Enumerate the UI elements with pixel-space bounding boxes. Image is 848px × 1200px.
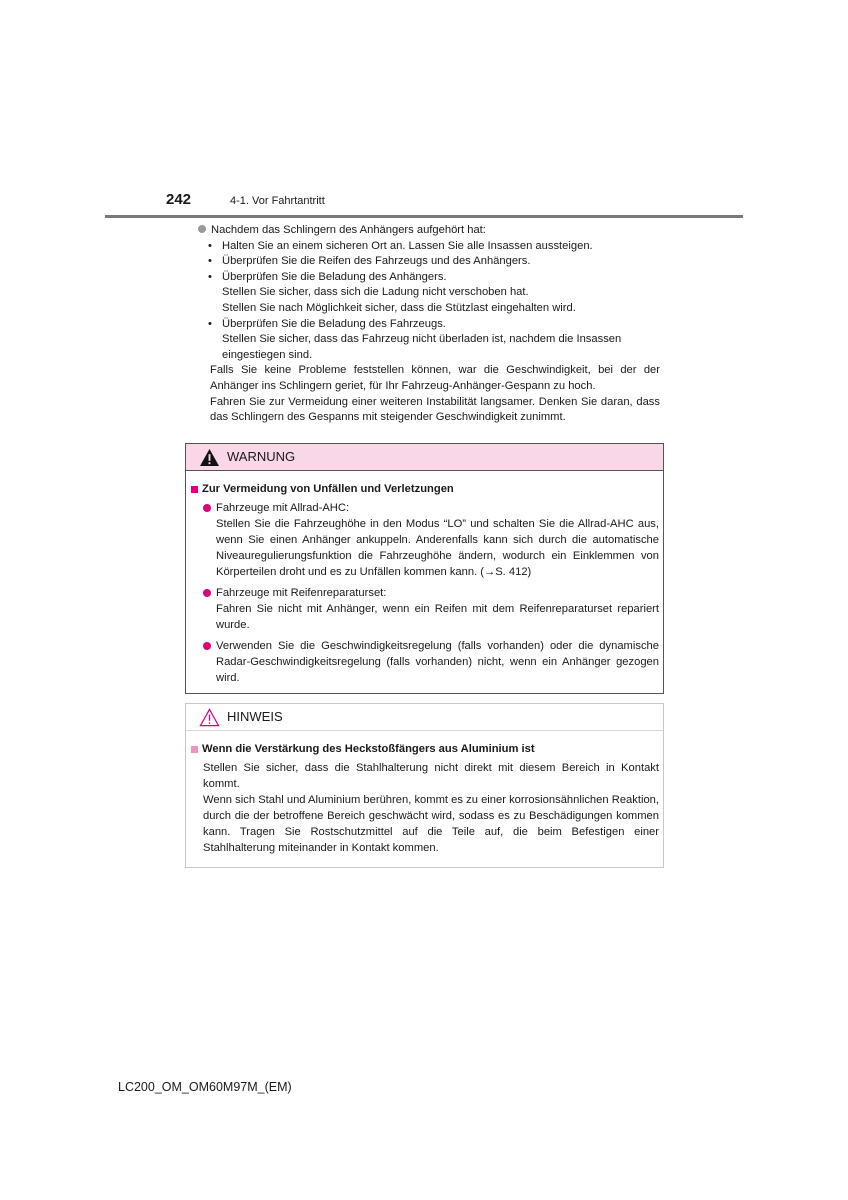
check-list bbox=[198, 239, 660, 364]
list-item-text: Halten Sie an einem sicheren Ort an. Lassen Sie alle Insassen aussteigen. bbox=[222, 239, 593, 252]
list-item bbox=[208, 270, 660, 317]
warning-header bbox=[186, 444, 663, 471]
bullet-dot-icon: • bbox=[208, 270, 212, 283]
bullet-dot-icon: • bbox=[208, 255, 212, 268]
header-divider bbox=[105, 215, 743, 218]
list-item bbox=[208, 317, 660, 364]
note-box bbox=[185, 703, 664, 868]
pink-bullet-icon bbox=[203, 642, 211, 650]
note-subheading-text: Wenn die Verstärkung des Heckstoßfängers aus Aluminium ist bbox=[202, 743, 535, 755]
note-header bbox=[186, 704, 663, 731]
intro-lead bbox=[198, 223, 660, 239]
intro-lead-text: Nachdem das Schlingern des Anhängers aufgehört hat: bbox=[211, 224, 486, 236]
warning-triangle-icon bbox=[199, 448, 220, 467]
caution-triangle-icon bbox=[199, 708, 220, 727]
bullet-dot-icon: • bbox=[208, 317, 212, 330]
warning-item-text: Stellen Sie die Fahrzeughöhe in den Modus “LO” und schalten Sie die Allrad-AHC aus, wenn Sie einen Anhänger ankuppeln. Anderenfalls kann sich durch die automatische Niveauregulierungsfunktion die Fahrzeughöhe ändern, wodurch ein Einklemmen von Körperteilen droht und es zu Unfällen kommen kann. (→S. 412) bbox=[216, 518, 659, 578]
pink-bullet-icon bbox=[203, 504, 211, 512]
intro-paragraph: Falls Sie keine Probleme feststellen können, war die Geschwindigkeit, bei der der Anhänger ins Schlingern geriet, für Ihr Fahrzeug-Anhänger-Gespann zu hoch. bbox=[210, 364, 660, 392]
note-title: HINWEIS bbox=[227, 709, 283, 724]
gray-bullet-icon bbox=[198, 225, 206, 233]
square-bullet-icon bbox=[191, 486, 198, 493]
list-item bbox=[208, 239, 660, 255]
warning-item bbox=[191, 500, 659, 580]
warning-box bbox=[185, 443, 664, 694]
warning-item-lead: Fahrzeuge mit Reifenreparaturset: bbox=[216, 587, 387, 599]
note-subheading bbox=[191, 741, 659, 757]
list-item bbox=[208, 254, 660, 270]
list-item-detail: Stellen Sie sicher, dass sich die Ladung nicht verschoben hat. bbox=[222, 286, 529, 299]
warning-subheading-text: Zur Vermeidung von Unfällen und Verletzungen bbox=[202, 483, 454, 495]
list-item-text: Überprüfen Sie die Reifen des Fahrzeugs und des Anhängers. bbox=[222, 255, 531, 268]
note-body bbox=[186, 731, 663, 856]
warning-item-lead: Verwenden Sie die Geschwindigkeitsregelung (falls vorhanden) oder die dynamische Radar-Geschwindigkeitsregelung (falls vorhanden) nicht, wenn ein Anhänger gezogen wird. bbox=[216, 640, 659, 684]
list-item-text: Überprüfen Sie die Beladung des Fahrzeugs. bbox=[222, 317, 446, 330]
warning-subheading bbox=[191, 481, 659, 497]
list-item-detail: Stellen Sie nach Möglichkeit sicher, dass die Stützlast eingehalten wird. bbox=[222, 301, 576, 314]
list-item-detail: Stellen Sie sicher, dass das Fahrzeug nicht überladen ist, nachdem die Insassen eingestiegen sind. bbox=[222, 333, 622, 361]
warning-item-lead: Fahrzeuge mit Allrad-AHC: bbox=[216, 502, 350, 514]
note-paragraph: Wenn sich Stahl und Aluminium berühren, kommt es zu einer korrosionsähnlichen Reaktion, durch die der betroffene Bereich geschwächt wird, sodass es zu Beschädigungen kommen kann. Tragen Sie Rostschutzmittel auf die Teile auf, die beim Befestigen einer Stahlhalterung miteinander in Kontakt kommen. bbox=[203, 794, 659, 854]
warning-item-text: Fahren Sie nicht mit Anhänger, wenn ein Reifen mit dem Reifenreparaturset repariert wurde. bbox=[216, 603, 659, 631]
warning-item bbox=[191, 585, 659, 633]
document-code: LC200_OM_OM60M97M_(EM) bbox=[118, 1080, 292, 1094]
page-number: 242 bbox=[166, 191, 192, 208]
warning-item bbox=[191, 638, 659, 686]
intro-paragraph: Fahren Sie zur Vermeidung einer weiteren Instabilität langsamer. Denken Sie daran, dass das Schlingern des Gespanns mit steigender Geschwindigkeit zunimmt. bbox=[210, 395, 660, 424]
warning-body bbox=[186, 471, 663, 686]
pink-bullet-icon bbox=[203, 589, 211, 597]
list-item-text: Überprüfen Sie die Beladung des Anhängers. bbox=[222, 270, 447, 283]
intro-section bbox=[198, 223, 660, 426]
square-bullet-icon bbox=[191, 746, 198, 753]
warning-title: WARNUNG bbox=[227, 449, 296, 464]
note-paragraph: Stellen Sie sicher, dass die Stahlhalterung nicht direkt mit diesem Bereich in Kontakt kommt. bbox=[203, 762, 659, 790]
bullet-dot-icon: • bbox=[208, 239, 212, 252]
section-title: 4-1. Vor Fahrtantritt bbox=[230, 195, 325, 207]
